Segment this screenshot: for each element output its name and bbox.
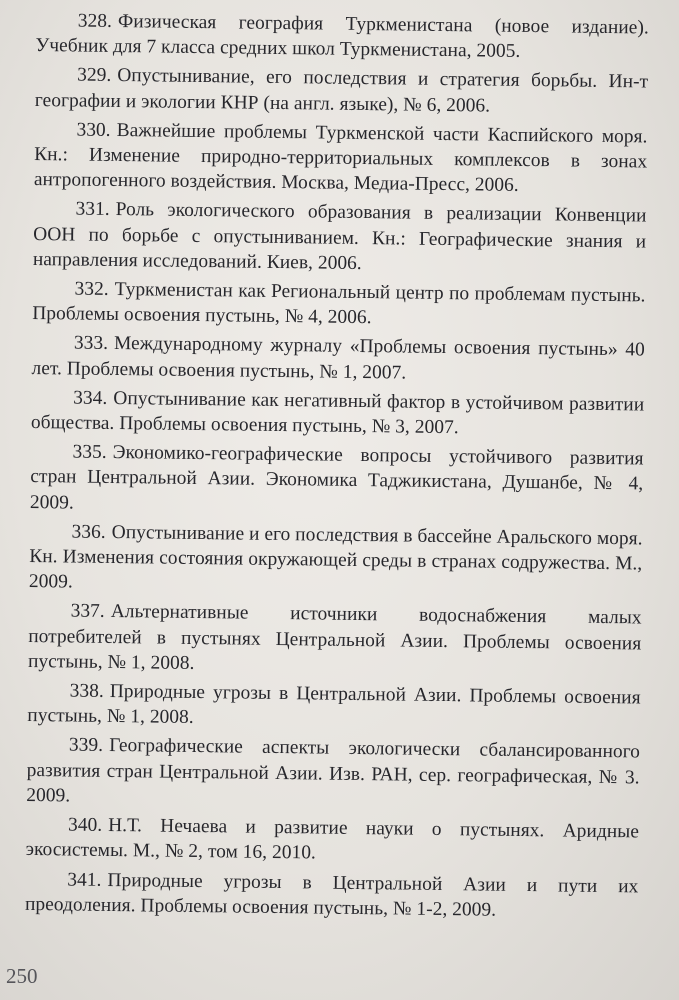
bibliography-entry-330 — [34, 117, 648, 200]
bibliography-list — [25, 8, 649, 924]
bibliography-entry-332 — [32, 276, 646, 334]
entry-text: Международному журналу «Проблемы освоения пустынь» 40 лет. Проблемы освоения пустынь, № 1, 2007. — [31, 333, 645, 384]
entry-number: 328. — [77, 10, 113, 32]
bibliography-entry-334 — [31, 385, 645, 443]
bibliography-entry-333 — [31, 330, 645, 388]
entry-text: Н.Т. Нечаева и развитие науки о пустынях. Аридные экосистемы. М., № 2, том 16, 2010. — [25, 815, 640, 864]
bibliography-entry-328 — [35, 8, 649, 66]
entry-text: Важнейшие проблемы Туркменской части Каспийского моря. Кн.: Изменение природно-территориальных комплексов в зонах антропогенного воздействия. Москва, Медиа-Пресс, 2006. — [33, 119, 648, 197]
bibliography-entry-339 — [26, 732, 640, 815]
bibliography-entry-338 — [27, 678, 641, 736]
entry-number: 341. — [67, 868, 102, 891]
entry-text: Физическая география Туркменистана (новое издание). Учебник для 7 класса средних школ Туркменистана, 2005. — [35, 11, 649, 63]
page-number: 250 — [6, 964, 38, 988]
entry-number: 338. — [69, 680, 104, 702]
entry-number: 335. — [72, 441, 107, 464]
bibliography-entry-340 — [26, 812, 640, 870]
entry-text: Опустынивание, его последствия и стратегия борьбы. Ин-т географии и экологии КНР (на англ. языке), № 6, 2006. — [34, 65, 649, 117]
entry-text: Экономико-географические вопросы устойчивого развития стран Центральной Азии. Экономика Таджикистана, Душанбе, № 4, 2009. — [29, 442, 644, 514]
entry-number: 333. — [73, 332, 109, 355]
entry-text: Опустынивание как негативный фактор в устойчивом развитии общества. Проблемы освоения пустынь, № 3, 2007. — [30, 387, 645, 439]
entry-number: 337. — [70, 600, 105, 623]
entry-number: 331. — [75, 198, 110, 221]
entry-number: 329. — [77, 64, 112, 87]
entry-text: Географические аспекты экологически сбалансированного развития стран Центральной Азии. Изв. РАН, сер. географическая, № 3. 2009. — [26, 735, 641, 807]
bibliography-entry-329 — [35, 62, 649, 120]
bibliography-entry-336 — [29, 519, 643, 602]
bibliography-entry-335 — [30, 439, 644, 522]
entry-text: Роль экологического образования в реализации Конвенции ООН по борьбе с опустыниванием. Кн.: Географические знания и направления исследований. Киев, 2006. — [32, 199, 647, 274]
entry-number: 336. — [71, 521, 106, 543]
entry-number: 334. — [73, 387, 108, 409]
entry-number: 340. — [67, 814, 103, 836]
entry-number: 332. — [74, 278, 109, 300]
entry-number: 339. — [68, 734, 104, 757]
bibliography-entry-331 — [33, 196, 647, 279]
entry-text: Туркменистан как Региональный центр по проблемам пустынь. Проблемы освоения пустынь, № 4, 2006. — [32, 279, 646, 329]
entry-text: Опустынивание и его последствия в бассейне Аральского моря. Кн. Изменения состояния окружающей среды в странах содружества. М., 2009. — [28, 521, 643, 593]
entry-text: Альтернативные источники водоснабжения малых потребителей в пустынях Центральной Азии. Проблемы освоения пустынь, № 1, 2008. — [27, 601, 642, 674]
entry-number: 330. — [76, 119, 111, 141]
bibliography-entry-337 — [28, 598, 642, 681]
entry-text: Природные угрозы в Центральной Азии. Проблемы освоения пустынь, № 1, 2008. — [27, 681, 641, 729]
bibliography-entry-341 — [25, 866, 639, 924]
entry-text: Природные угрозы в Центральной Азии и пути их преодоления. Проблемы освоения пустынь, № 1-2, 2009. — [24, 869, 639, 921]
